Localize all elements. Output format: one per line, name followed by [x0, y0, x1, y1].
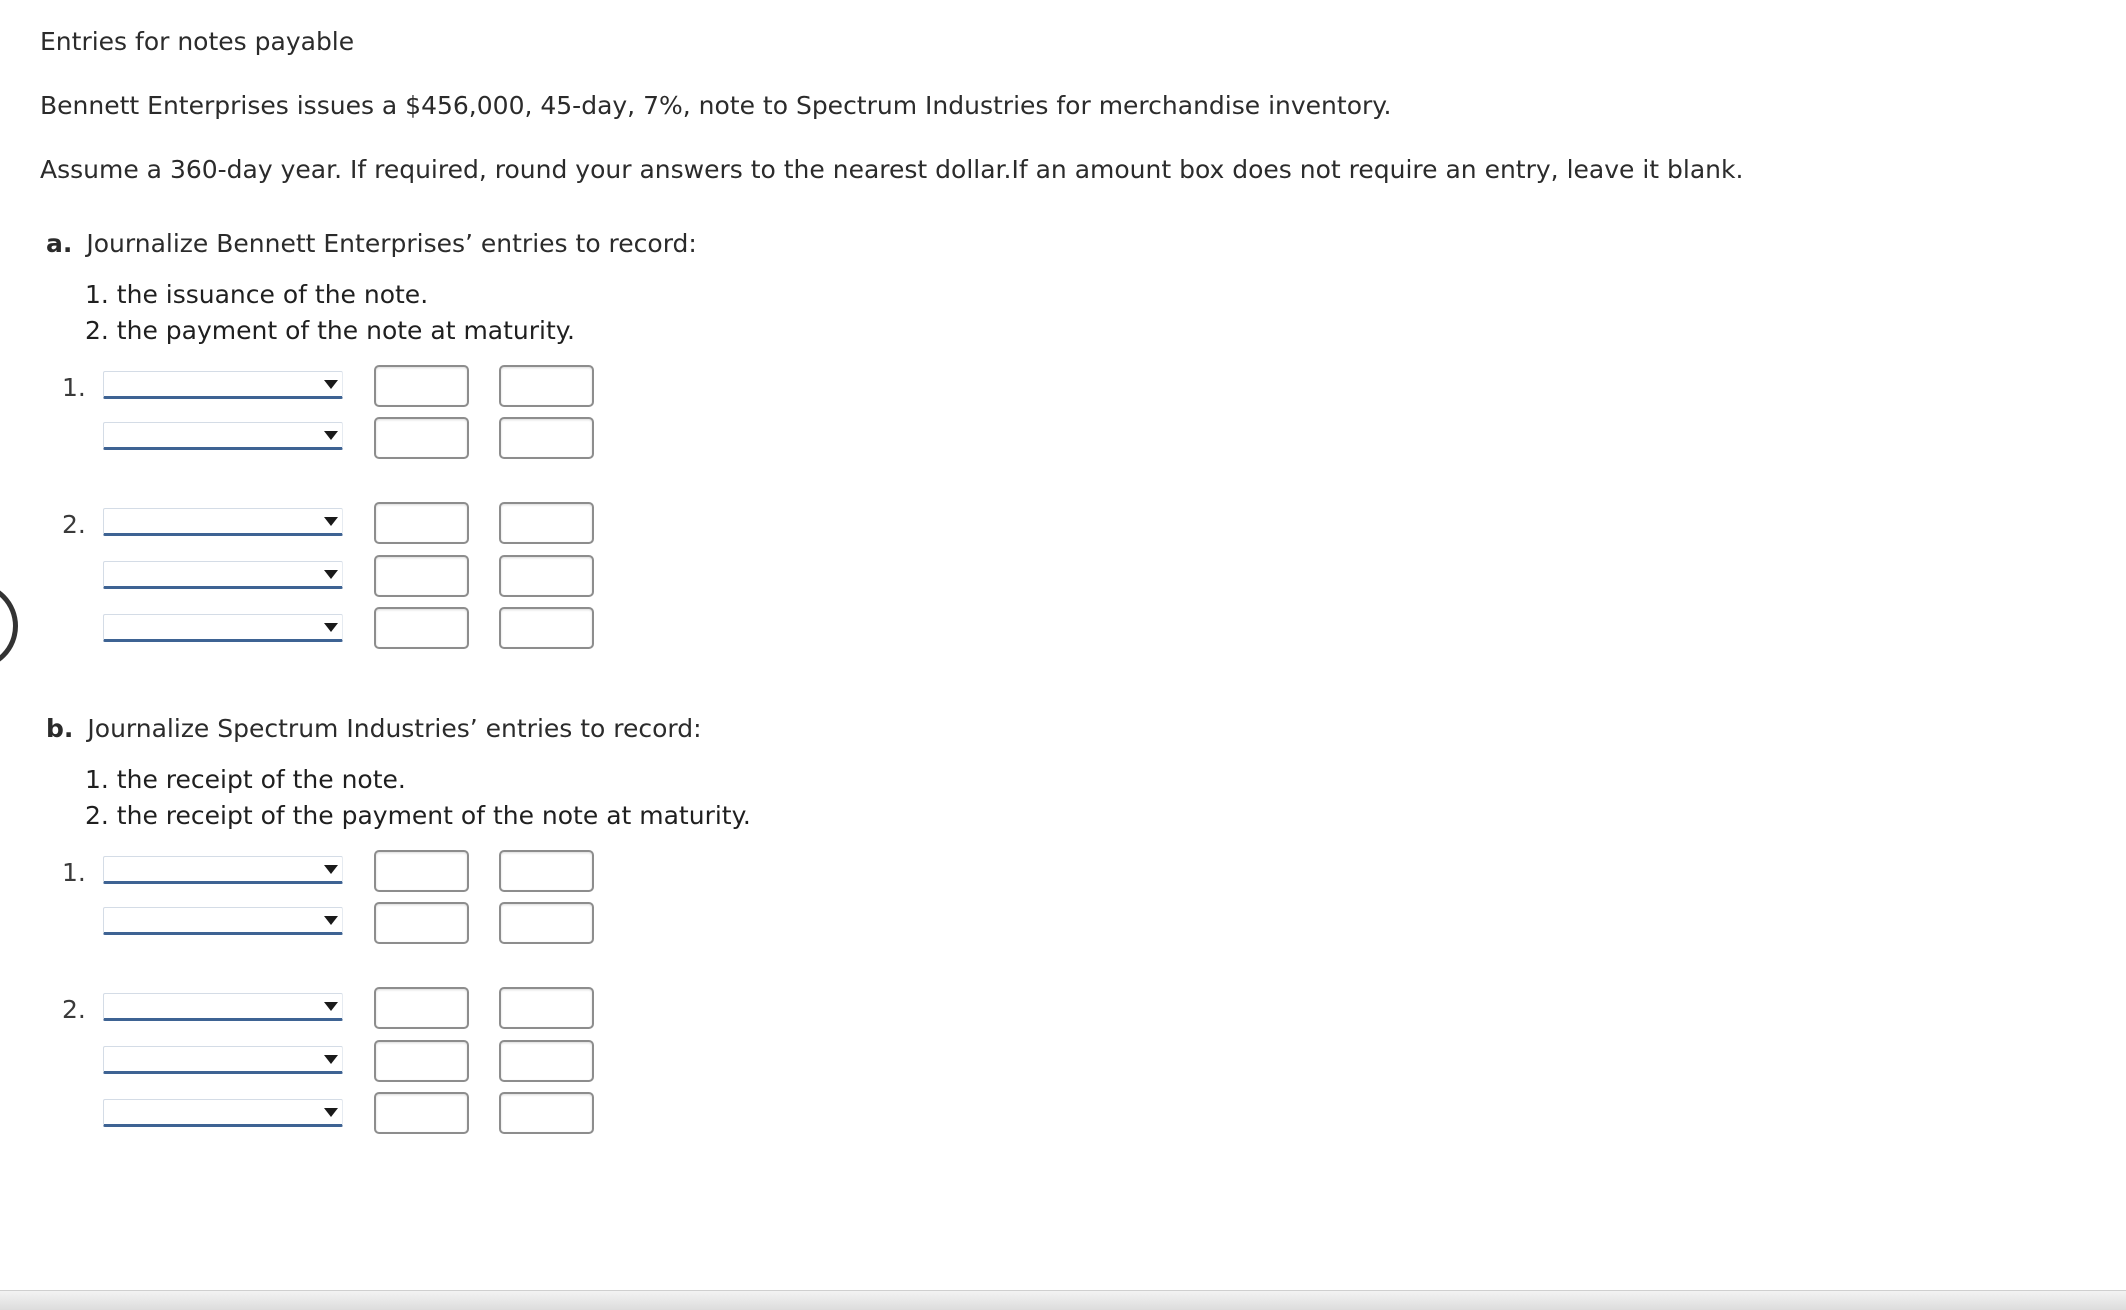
credit-amount-input[interactable] — [499, 1092, 594, 1134]
chevron-down-icon — [324, 1055, 338, 1064]
bottom-scrollbar[interactable] — [0, 1290, 2126, 1310]
account-select[interactable] — [103, 907, 343, 935]
credit-amount-input[interactable] — [499, 365, 594, 407]
credit-amount-input[interactable] — [499, 417, 594, 459]
part-b-item-1: 1. the receipt of the note. — [85, 765, 406, 794]
chevron-down-icon — [324, 570, 338, 579]
problem-statement: Bennett Enterprises issues a $456,000, 45-day, 7%, note to Spectrum Industries for merchandise inventory. — [40, 91, 1392, 120]
credit-amount-input[interactable] — [499, 902, 594, 944]
account-select[interactable] — [103, 508, 343, 536]
part-b-entry-2-label: 2. — [62, 995, 86, 1024]
part-b-letter: b. — [46, 714, 74, 743]
credit-amount-input[interactable] — [499, 850, 594, 892]
debit-amount-input[interactable] — [374, 987, 469, 1029]
credit-amount-input[interactable] — [499, 502, 594, 544]
debit-amount-input[interactable] — [374, 365, 469, 407]
debit-amount-input[interactable] — [374, 902, 469, 944]
part-a-prompt: Journalize Bennett Enterprises’ entries to record: — [86, 229, 697, 258]
part-a-item-2: 2. the payment of the note at maturity. — [85, 316, 575, 345]
chevron-down-icon — [324, 865, 338, 874]
part-a-heading — [46, 228, 697, 260]
credit-amount-input[interactable] — [499, 555, 594, 597]
side-circle-icon[interactable] — [0, 582, 18, 670]
account-select[interactable] — [103, 614, 343, 642]
debit-amount-input[interactable] — [374, 502, 469, 544]
account-select[interactable] — [103, 422, 343, 450]
debit-amount-input[interactable] — [374, 1092, 469, 1134]
account-select[interactable] — [103, 993, 343, 1021]
debit-amount-input[interactable] — [374, 850, 469, 892]
debit-amount-input[interactable] — [374, 555, 469, 597]
debit-amount-input[interactable] — [374, 1040, 469, 1082]
credit-amount-input[interactable] — [499, 607, 594, 649]
part-b-item-2: 2. the receipt of the payment of the note at maturity. — [85, 801, 751, 830]
chevron-down-icon — [324, 623, 338, 632]
chevron-down-icon — [324, 916, 338, 925]
account-select[interactable] — [103, 1046, 343, 1074]
part-b-prompt: Journalize Spectrum Industries’ entries to record: — [87, 714, 702, 743]
part-b-entry-1-label: 1. — [62, 858, 86, 887]
credit-amount-input[interactable] — [499, 987, 594, 1029]
chevron-down-icon — [324, 517, 338, 526]
account-select[interactable] — [103, 371, 343, 399]
part-b-heading — [46, 713, 702, 745]
debit-amount-input[interactable] — [374, 417, 469, 459]
part-a-letter: a. — [46, 229, 73, 258]
credit-amount-input[interactable] — [499, 1040, 594, 1082]
account-select[interactable] — [103, 1099, 343, 1127]
account-select[interactable] — [103, 856, 343, 884]
chevron-down-icon — [324, 1108, 338, 1117]
chevron-down-icon — [324, 1002, 338, 1011]
part-a-item-1: 1. the issuance of the note. — [85, 280, 429, 309]
part-a-entry-2-label: 2. — [62, 510, 86, 539]
debit-amount-input[interactable] — [374, 607, 469, 649]
chevron-down-icon — [324, 431, 338, 440]
account-select[interactable] — [103, 561, 343, 589]
chevron-down-icon — [324, 380, 338, 389]
instructions: Assume a 360-day year. If required, round your answers to the nearest dollar.If an amount box does not require an entry, leave it blank. — [40, 155, 1744, 184]
page-title: Entries for notes payable — [40, 27, 355, 56]
part-a-entry-1-label: 1. — [62, 373, 86, 402]
